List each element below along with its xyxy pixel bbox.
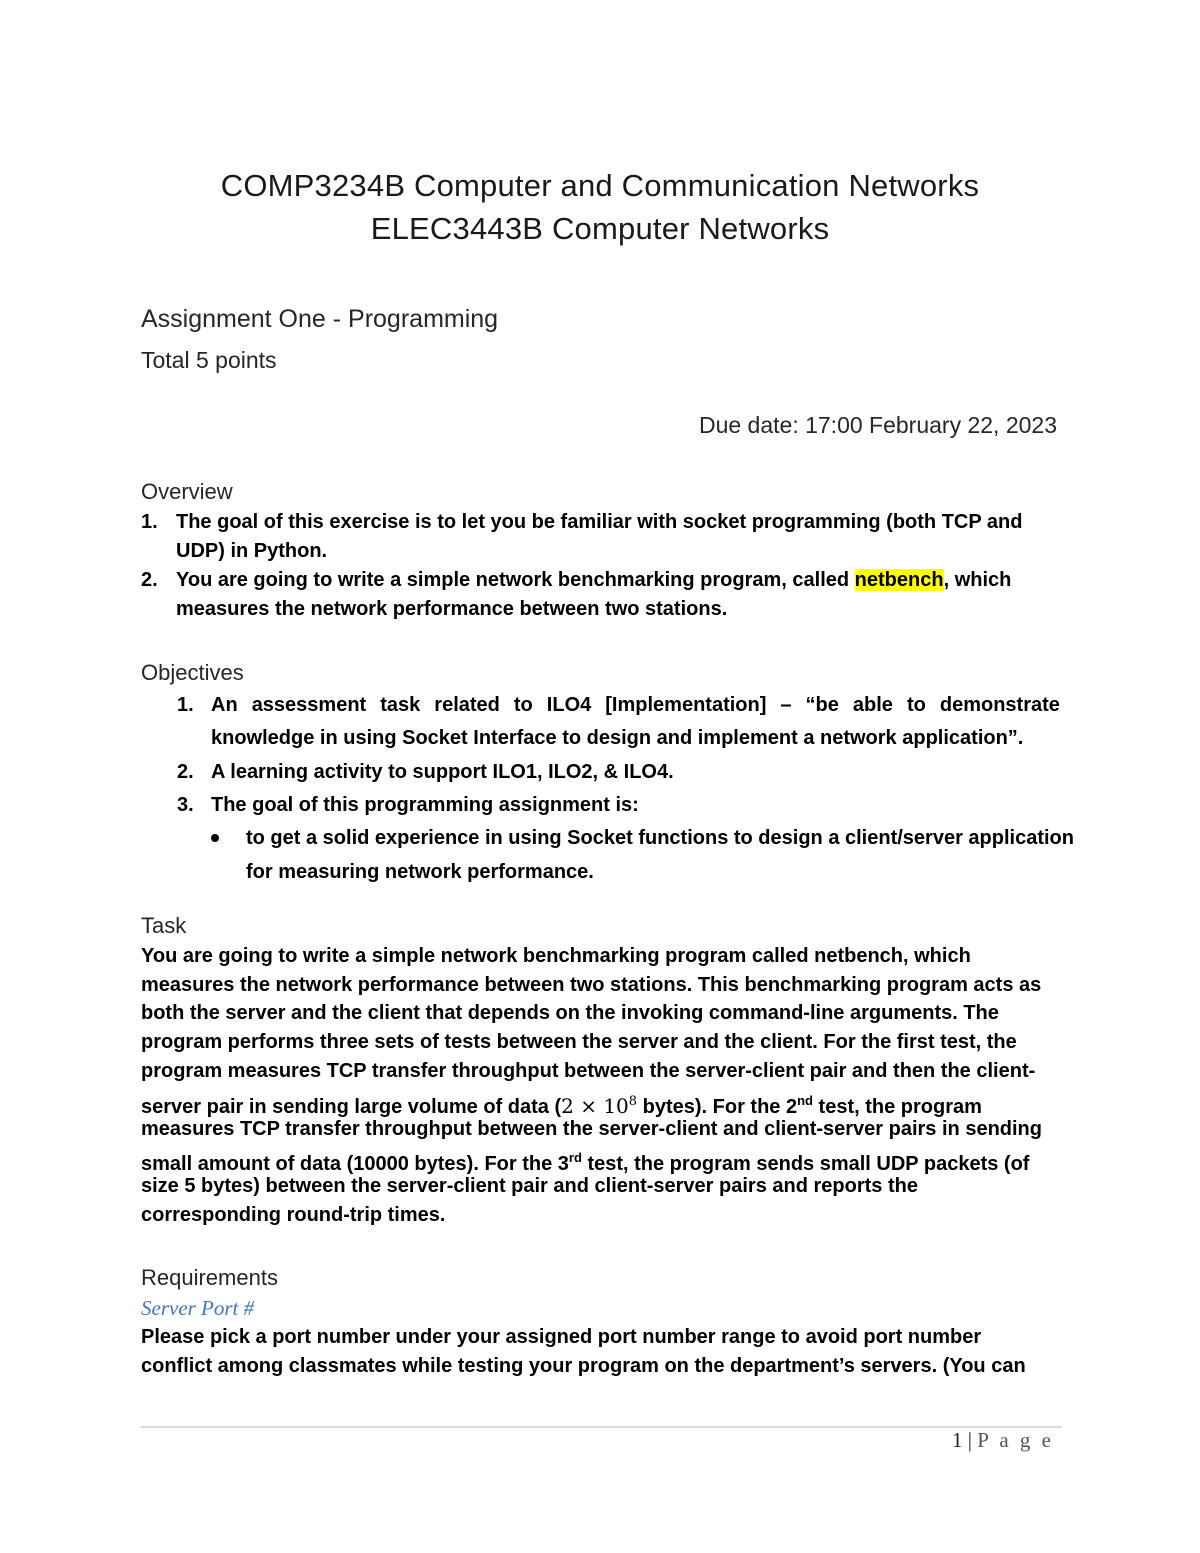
- objectives-item-2-text: A learning activity to support ILO1, ILO2, & ILO4.: [211, 761, 674, 783]
- objectives-item-1-line-2: knowledge in using Socket Interface to design and implement a network application”.: [211, 727, 1024, 749]
- due-date: Due date: 17:00 February 22, 2023: [698, 412, 1057, 438]
- overview-item-2-line-1: [176, 566, 1011, 595]
- task-text: You are going to write a simple network benchmarking program called: [141, 945, 815, 967]
- ordinal-suffix: nd: [797, 1093, 813, 1108]
- total-points: Total 5 points: [141, 347, 277, 373]
- task-line-9: [141, 1172, 918, 1201]
- math-exponent: 8: [628, 1094, 638, 1109]
- task-text: test, the program sends small: [581, 1153, 877, 1175]
- requirements-line-1: Please pick a port number under your assigned port number range to avoid port number: [141, 1326, 982, 1348]
- objectives-item-1-word: assessment: [251, 694, 367, 716]
- task-text: ) between the server-client pair and client-server pairs and reports the: [253, 1175, 918, 1197]
- objectives-item-1-word: to: [906, 694, 926, 716]
- server-port-subheading: Server Port #: [141, 1296, 255, 1320]
- math-base: 2 × 10: [561, 1094, 629, 1118]
- list-number: 2.: [141, 569, 158, 591]
- task-text: small amount of data (10000 bytes). For the 3: [141, 1153, 569, 1175]
- netbench-highlight: netbench: [854, 569, 944, 591]
- ordinal-suffix: rd: [568, 1150, 582, 1165]
- task-text: test, the program: [812, 1096, 982, 1118]
- task-text: bytes). For the 2: [637, 1096, 798, 1118]
- list-number: 1.: [177, 694, 194, 716]
- assignment-title: Assignment One - Programming: [141, 305, 499, 333]
- requirements-line-2: conflict among classmates while testing your program on the department’s servers. (You can: [141, 1355, 1026, 1377]
- task-line-3: both the server and the client that depends on the invoking command-line arguments. The: [141, 1002, 999, 1024]
- footer-separator: |: [967, 1428, 972, 1452]
- task-line-10: corresponding round-trip times.: [141, 1204, 446, 1226]
- overview-item-2-text-end: , which: [943, 569, 1012, 591]
- objectives-item-1-word: “be: [805, 694, 839, 716]
- objectives-heading: Objectives: [141, 660, 244, 685]
- objectives-bullet-line-2: for measuring network performance.: [246, 861, 594, 883]
- list-number: 1.: [141, 511, 158, 533]
- objectives-item-1-word: task: [380, 694, 421, 716]
- bullet-dot-icon: [211, 834, 219, 842]
- overview-item-1-line-1: The goal of this exercise is to let you be familiar with socket programming (both TCP and: [176, 511, 1023, 533]
- objectives-bullet-line-1: to get a solid experience in using Socket functions to design a client/server application: [246, 827, 1074, 849]
- udp-term: UDP: [876, 1153, 919, 1175]
- overview-heading: Overview: [141, 479, 233, 504]
- objectives-item-1-line-1: [211, 688, 1060, 722]
- requirements-heading: Requirements: [141, 1265, 278, 1290]
- page-label: P a g e: [977, 1428, 1054, 1452]
- objectives-item-1-word: An: [211, 694, 238, 716]
- task-text: server pair in sending large volume of data (: [141, 1096, 562, 1118]
- task-line-1: [141, 942, 971, 971]
- list-number: 3.: [177, 794, 194, 816]
- task-text: , which: [903, 945, 971, 967]
- task-line-4: program performs three sets of tests between the server and the client. For the first test, the: [141, 1031, 1017, 1053]
- netbench-name: netbench: [814, 945, 904, 967]
- objectives-item-1-word: to: [513, 694, 533, 716]
- objectives-item-1-word: [Implementation]: [605, 694, 767, 716]
- objectives-item-1-word: –: [780, 694, 792, 716]
- list-number: 2.: [177, 761, 194, 783]
- objectives-item-3-text: The goal of this programming assignment is:: [211, 794, 639, 816]
- overview-item-2-line-2: measures the network performance between two stations.: [176, 598, 728, 620]
- task-heading: Task: [141, 913, 187, 938]
- footer-divider: [141, 1426, 1062, 1428]
- course-title-comp3234b: COMP3234B Computer and Communication Networks: [220, 168, 980, 203]
- course-title-elec3443b: ELEC3443B Computer Networks: [370, 211, 830, 246]
- task-line-2: measures the network performance between two stations. This benchmarking program acts as: [141, 974, 1042, 996]
- page-footer: [952, 1428, 1054, 1453]
- task-text: packets (of: [918, 1153, 1030, 1175]
- page-number: 1: [951, 1428, 963, 1452]
- objectives-item-1-word: ILO4: [546, 694, 592, 716]
- task-line-5: program measures TCP transfer throughput between the server-client pair and then the client-: [141, 1060, 1036, 1082]
- overview-item-1-line-2: UDP) in Python.: [176, 540, 328, 562]
- overview-item-2-text: You are going to write a simple network benchmarking program, called: [176, 569, 855, 591]
- packet-size-term: 5 bytes: [184, 1175, 254, 1197]
- task-text: size: [141, 1175, 185, 1197]
- objectives-item-1-word: able: [852, 694, 893, 716]
- objectives-item-1-word: demonstrate: [939, 694, 1060, 716]
- task-line-7: measures TCP transfer throughput between the server-client and client-server pairs in sending: [141, 1118, 1042, 1140]
- objectives-item-1-word: related: [434, 694, 500, 716]
